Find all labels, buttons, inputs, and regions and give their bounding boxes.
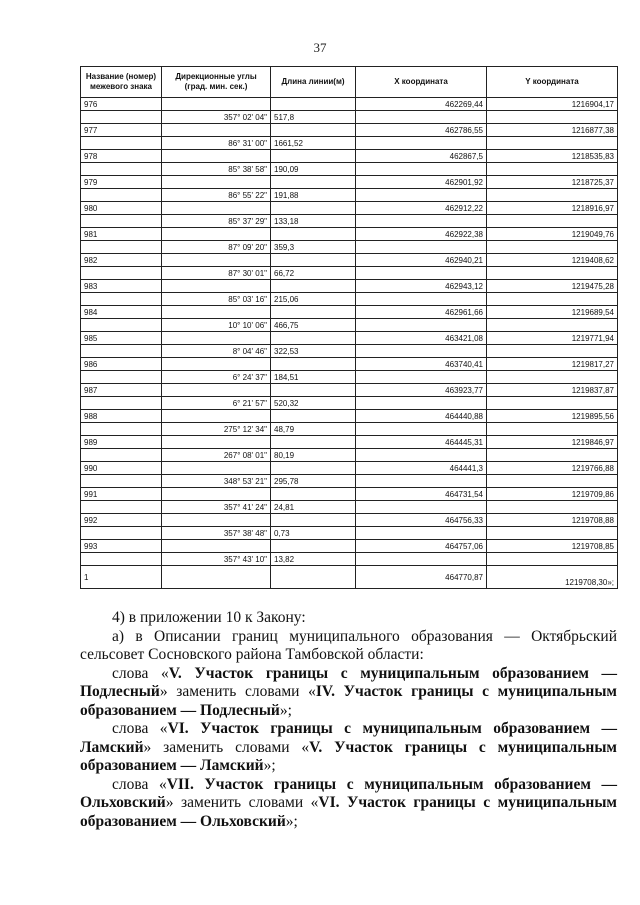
point-name-cell: 978	[81, 150, 162, 163]
point-row	[81, 124, 618, 137]
empty-cell	[487, 527, 618, 540]
point-name-cell: 982	[81, 254, 162, 267]
x-coordinate-cell: 464445,31	[356, 436, 487, 449]
segment-row	[81, 371, 618, 384]
x-coordinate-cell: 462786,55	[356, 124, 487, 137]
segment-row	[81, 293, 618, 306]
empty-cell	[271, 254, 356, 267]
empty-cell	[162, 488, 271, 501]
header-point-name: Название (номер) межевого знака	[81, 67, 162, 98]
x-coordinate-cell: 462940,21	[356, 254, 487, 267]
segment-row	[81, 215, 618, 228]
point-name-cell: 988	[81, 410, 162, 423]
empty-cell	[487, 501, 618, 514]
point-row	[81, 488, 618, 501]
empty-cell	[162, 540, 271, 553]
line-length-cell: 0,73	[271, 527, 356, 540]
point-name-cell: 993	[81, 540, 162, 553]
replace-phrase: » заменить словами «	[165, 794, 319, 811]
empty-cell	[356, 371, 487, 384]
empty-cell	[356, 475, 487, 488]
paragraph-replacement-2	[80, 720, 617, 776]
x-coordinate-cell: 462922,38	[356, 228, 487, 241]
direction-angle-cell: 85° 03' 16"	[162, 293, 271, 306]
empty-cell	[162, 436, 271, 449]
replace-phrase: » заменить словами «	[143, 738, 310, 756]
segment-row	[81, 267, 618, 280]
y-coordinate-cell: 1219846,97	[487, 436, 618, 449]
segment-row	[81, 189, 618, 202]
point-name-cell: 976	[81, 98, 162, 111]
point-row	[81, 254, 618, 267]
empty-cell	[81, 189, 162, 202]
point-row	[81, 98, 618, 111]
point-name-cell: 981	[81, 228, 162, 241]
line-length-cell: 190,09	[271, 163, 356, 176]
coordinates-table	[80, 66, 618, 589]
segment-row	[81, 423, 618, 436]
header-line-length: Длина линии(м)	[271, 67, 356, 98]
empty-cell	[271, 98, 356, 111]
point-row	[81, 280, 618, 293]
line-length-cell: 1661,52	[271, 137, 356, 150]
line-length-cell: 48,79	[271, 423, 356, 436]
empty-cell	[162, 228, 271, 241]
empty-cell	[356, 293, 487, 306]
empty-cell	[356, 189, 487, 202]
direction-angle-cell: 357° 41' 24"	[162, 501, 271, 514]
empty-cell	[487, 553, 618, 566]
empty-cell	[162, 358, 271, 371]
x-coordinate-cell: 462269,44	[356, 98, 487, 111]
point-name-cell: 992	[81, 514, 162, 527]
segment-row	[81, 397, 618, 410]
empty-cell	[81, 501, 162, 514]
empty-cell	[271, 410, 356, 423]
old-title-3: VII. Участок границы с муниципальным образованием — Ольховский	[80, 775, 617, 811]
empty-cell	[356, 111, 487, 124]
segment-row	[81, 475, 618, 488]
empty-cell	[81, 345, 162, 358]
direction-angle-cell: 357° 38' 48"	[162, 527, 271, 540]
segment-row	[81, 319, 618, 332]
empty-cell	[81, 475, 162, 488]
direction-angle-cell: 6° 24' 37"	[162, 371, 271, 384]
y-coordinate-cell: 1219689,54	[487, 306, 618, 319]
line-length-cell: 466,75	[271, 319, 356, 332]
empty-cell	[81, 423, 162, 436]
empty-cell	[356, 137, 487, 150]
point-name-cell: 986	[81, 358, 162, 371]
words-prefix: слова «	[112, 664, 169, 682]
paragraph-item-4: 4) в приложении 10 к Закону:	[112, 609, 306, 626]
empty-cell	[162, 176, 271, 189]
empty-cell	[356, 423, 487, 436]
phrase-end: »;	[279, 701, 292, 719]
point-row	[81, 306, 618, 319]
empty-cell	[162, 462, 271, 475]
empty-cell	[271, 280, 356, 293]
point-row	[81, 540, 618, 553]
y-coordinate-cell: 1219049,76	[487, 228, 618, 241]
line-length-cell: 13,82	[271, 553, 356, 566]
point-name-cell: 1	[81, 566, 162, 589]
empty-cell	[271, 358, 356, 371]
empty-cell	[271, 124, 356, 137]
x-coordinate-cell: 463421,08	[356, 332, 487, 345]
line-length-cell: 133,18	[271, 215, 356, 228]
empty-cell	[81, 553, 162, 566]
empty-cell	[81, 527, 162, 540]
y-coordinate-cell: 1219837,87	[487, 384, 618, 397]
empty-cell	[356, 319, 487, 332]
direction-angle-cell: 85° 38' 58"	[162, 163, 271, 176]
empty-cell	[487, 189, 618, 202]
direction-angle-cell: 6° 21' 57"	[162, 397, 271, 410]
empty-cell	[356, 397, 487, 410]
header-y-coordinate: Y координата	[487, 67, 618, 98]
x-coordinate-cell: 464770,87	[356, 566, 487, 589]
empty-cell	[81, 449, 162, 462]
empty-cell	[487, 241, 618, 254]
direction-angle-cell: 357° 02' 04"	[162, 111, 271, 124]
empty-cell	[487, 449, 618, 462]
point-name-cell: 987	[81, 384, 162, 397]
empty-cell	[162, 150, 271, 163]
page-number: 37	[313, 40, 327, 55]
header-direction-angle: Дирекционные углы (град. мин. сек.)	[162, 67, 271, 98]
segment-row	[81, 449, 618, 462]
empty-cell	[487, 293, 618, 306]
empty-cell	[162, 254, 271, 267]
y-coordinate-cell: 1219895,56	[487, 410, 618, 423]
y-coordinate-cell: 1218535,83	[487, 150, 618, 163]
line-length-cell: 191,88	[271, 189, 356, 202]
header-x-coordinate: X координата	[356, 67, 487, 98]
empty-cell	[162, 514, 271, 527]
empty-cell	[356, 449, 487, 462]
empty-cell	[356, 345, 487, 358]
y-coordinate-cell: 1219708,88	[487, 514, 618, 527]
direction-angle-cell: 87° 09' 20"	[162, 241, 271, 254]
y-coordinate-cell: 1216904,17	[487, 98, 618, 111]
point-name-cell: 980	[81, 202, 162, 215]
empty-cell	[271, 514, 356, 527]
empty-cell	[162, 332, 271, 345]
x-coordinate-cell: 462912,22	[356, 202, 487, 215]
line-length-cell: 80,19	[271, 449, 356, 462]
x-coordinate-cell: 463923,77	[356, 384, 487, 397]
empty-cell	[487, 111, 618, 124]
segment-row	[81, 345, 618, 358]
line-length-cell: 322,53	[271, 345, 356, 358]
line-length-cell: 66,72	[271, 267, 356, 280]
line-length-cell: 24,81	[271, 501, 356, 514]
point-name-cell: 991	[81, 488, 162, 501]
direction-angle-cell: 348° 53' 21"	[162, 475, 271, 488]
table-body	[81, 98, 618, 589]
y-coordinate-cell: 1219475,28	[487, 280, 618, 293]
paragraph-item-a: а) в Описании границ муниципального образования — Октябрьский сельсовет Сосновского района Тамбовской области:	[80, 627, 617, 663]
point-row	[81, 514, 618, 527]
y-coordinate-cell: 1219771,94	[487, 332, 618, 345]
empty-cell	[487, 319, 618, 332]
segment-row	[81, 501, 618, 514]
words-prefix: слова «	[112, 720, 168, 737]
empty-cell	[487, 267, 618, 280]
x-coordinate-cell: 462867,5	[356, 150, 487, 163]
empty-cell	[162, 306, 271, 319]
direction-angle-cell: 10° 10' 06"	[162, 319, 271, 332]
point-row	[81, 358, 618, 371]
empty-cell	[81, 137, 162, 150]
empty-cell	[487, 163, 618, 176]
empty-cell	[162, 98, 271, 111]
empty-cell	[81, 293, 162, 306]
empty-cell	[356, 163, 487, 176]
y-coordinate-cell: 1219709,86	[487, 488, 618, 501]
line-length-cell: 520,32	[271, 397, 356, 410]
line-length-cell: 359,3	[271, 241, 356, 254]
empty-cell	[356, 241, 487, 254]
empty-cell	[356, 553, 487, 566]
empty-cell	[162, 410, 271, 423]
empty-cell	[487, 345, 618, 358]
point-name-cell: 989	[81, 436, 162, 449]
direction-angle-cell: 357° 43' 10"	[162, 553, 271, 566]
old-title-1: V. Участок границы с муниципальным образованием — Подлесный	[80, 664, 618, 700]
empty-cell	[487, 475, 618, 488]
new-title-1: IV. Участок границы с муниципальным образованием — Подлесный	[80, 683, 617, 719]
y-coordinate-cell: 1219708,30»;	[487, 566, 618, 589]
x-coordinate-cell: 464731,54	[356, 488, 487, 501]
empty-cell	[81, 319, 162, 332]
point-row	[81, 410, 618, 423]
point-row	[81, 436, 618, 449]
point-name-cell: 985	[81, 332, 162, 345]
empty-cell	[356, 267, 487, 280]
y-coordinate-cell: 1219766,88	[487, 462, 618, 475]
paragraph-replacement-1	[80, 665, 617, 721]
empty-cell	[487, 371, 618, 384]
point-name-cell: 979	[81, 176, 162, 189]
segment-row	[81, 137, 618, 150]
x-coordinate-cell: 462961,66	[356, 306, 487, 319]
empty-cell	[356, 215, 487, 228]
empty-cell	[81, 397, 162, 410]
empty-cell	[81, 267, 162, 280]
x-coordinate-cell: 462901,92	[356, 176, 487, 189]
replace-phrase: » заменить словами «	[159, 683, 316, 700]
direction-angle-cell: 8° 04' 46"	[162, 345, 271, 358]
direction-angle-cell: 86° 31' 00"	[162, 137, 271, 150]
point-name-cell: 983	[81, 280, 162, 293]
direction-angle-cell: 87° 30' 01"	[162, 267, 271, 280]
empty-cell	[162, 384, 271, 397]
empty-cell	[487, 137, 618, 150]
empty-cell	[81, 215, 162, 228]
direction-angle-cell: 275° 12' 34"	[162, 423, 271, 436]
empty-cell	[162, 202, 271, 215]
empty-cell	[487, 215, 618, 228]
y-coordinate-cell: 1216877,38	[487, 124, 618, 137]
phrase-end: »;	[285, 812, 298, 830]
point-row	[81, 176, 618, 189]
empty-cell	[81, 241, 162, 254]
line-length-cell: 295,78	[271, 475, 356, 488]
y-coordinate-cell: 1218725,37	[487, 176, 618, 189]
point-name-cell: 977	[81, 124, 162, 137]
empty-cell	[162, 124, 271, 137]
direction-angle-cell: 267° 08' 01"	[162, 449, 271, 462]
point-row	[81, 566, 618, 589]
segment-row	[81, 241, 618, 254]
empty-cell	[271, 436, 356, 449]
point-row	[81, 384, 618, 397]
empty-cell	[162, 566, 271, 589]
old-title-2: VI. Участок границы с муниципальным образованием — Ламский	[80, 720, 617, 756]
empty-cell	[271, 566, 356, 589]
point-row	[81, 150, 618, 163]
new-title-3: VI. Участок границы с муниципальным образованием — Ольховский	[80, 794, 617, 830]
y-coordinate-cell: 1219817,27	[487, 358, 618, 371]
words-prefix: слова «	[112, 775, 167, 793]
empty-cell	[81, 371, 162, 384]
segment-row	[81, 527, 618, 540]
empty-cell	[271, 462, 356, 475]
direction-angle-cell: 86° 55' 22"	[162, 189, 271, 202]
x-coordinate-cell: 463740,41	[356, 358, 487, 371]
segment-row	[81, 163, 618, 176]
empty-cell	[487, 423, 618, 436]
empty-cell	[271, 540, 356, 553]
x-coordinate-cell: 464757,06	[356, 540, 487, 553]
empty-cell	[271, 332, 356, 345]
phrase-end: »;	[263, 757, 276, 774]
x-coordinate-cell: 464440,88	[356, 410, 487, 423]
x-coordinate-cell: 464756,33	[356, 514, 487, 527]
empty-cell	[271, 306, 356, 319]
x-coordinate-cell: 462943,12	[356, 280, 487, 293]
segment-row	[81, 553, 618, 566]
empty-cell	[271, 228, 356, 241]
body-text	[80, 609, 617, 831]
empty-cell	[356, 501, 487, 514]
empty-cell	[271, 488, 356, 501]
empty-cell	[271, 384, 356, 397]
point-name-cell: 984	[81, 306, 162, 319]
paragraph-replacement-3	[80, 776, 617, 832]
y-coordinate-cell: 1219708,85	[487, 540, 618, 553]
segment-row	[81, 111, 618, 124]
empty-cell	[271, 150, 356, 163]
direction-angle-cell: 85° 37' 29"	[162, 215, 271, 228]
point-row	[81, 228, 618, 241]
y-coordinate-cell: 1218916,97	[487, 202, 618, 215]
empty-cell	[162, 280, 271, 293]
x-coordinate-cell: 464441,3	[356, 462, 487, 475]
empty-cell	[81, 111, 162, 124]
line-length-cell: 517,8	[271, 111, 356, 124]
line-length-cell: 184,51	[271, 371, 356, 384]
empty-cell	[81, 163, 162, 176]
point-name-cell: 990	[81, 462, 162, 475]
line-length-cell: 215,06	[271, 293, 356, 306]
point-row	[81, 332, 618, 345]
empty-cell	[356, 527, 487, 540]
empty-cell	[487, 397, 618, 410]
empty-cell	[271, 202, 356, 215]
point-row	[81, 462, 618, 475]
y-coordinate-cell: 1219408,62	[487, 254, 618, 267]
empty-cell	[271, 176, 356, 189]
table-header-row	[81, 67, 618, 98]
point-row	[81, 202, 618, 215]
new-title-2: V. Участок границы с муниципальным образованием — Ламский	[80, 738, 617, 774]
